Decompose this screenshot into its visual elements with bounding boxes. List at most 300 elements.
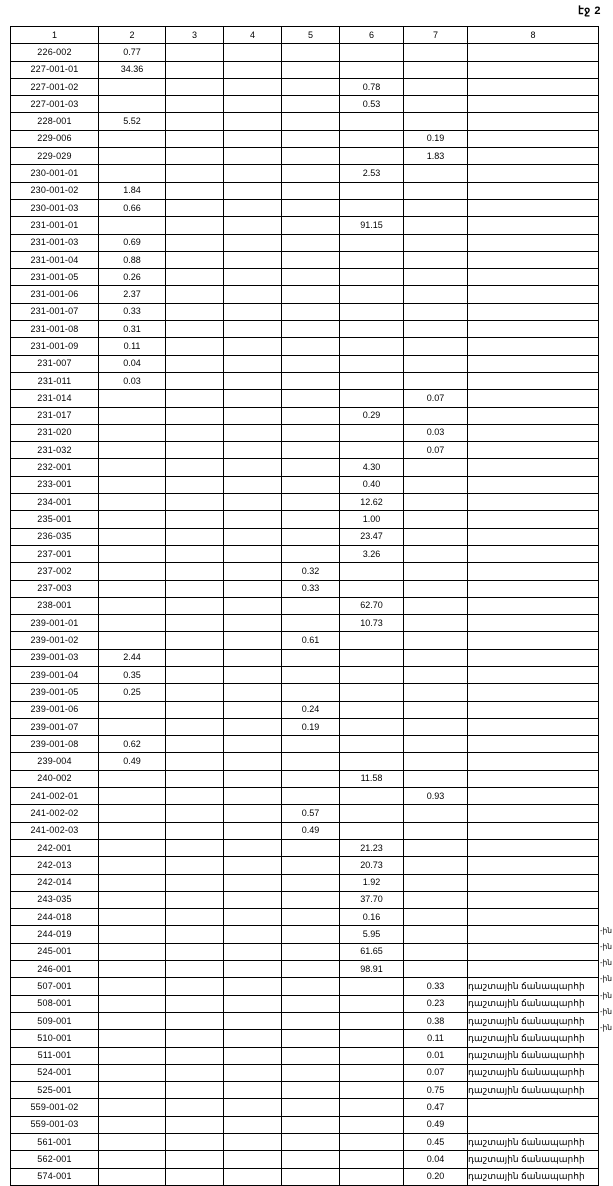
table-row	[11, 597, 599, 614]
cell-value-col5	[282, 165, 340, 182]
cell-value-col5	[282, 78, 340, 95]
cell-value-col2	[99, 1151, 166, 1168]
cell-value-col3	[166, 891, 224, 908]
cell-description	[468, 476, 599, 493]
cell-value-col7: 0.23	[404, 995, 468, 1012]
cell-parcel-code: 239-001-07	[11, 718, 99, 735]
cell-value-col6: 23.47	[340, 528, 404, 545]
table-row	[11, 494, 599, 511]
row-side-note: -ին	[600, 925, 613, 935]
cell-description: դաշտային ճանապարհի	[468, 1082, 599, 1099]
cell-value-col6	[340, 805, 404, 822]
cell-value-col2	[99, 511, 166, 528]
table-row	[11, 1030, 599, 1047]
cell-value-col6	[340, 321, 404, 338]
cell-value-col5	[282, 1168, 340, 1185]
cell-value-col3	[166, 701, 224, 718]
cell-value-col3	[166, 1082, 224, 1099]
cell-parcel-code: 230-001-02	[11, 182, 99, 199]
cell-description	[468, 286, 599, 303]
table-row	[11, 61, 599, 78]
cell-value-col2	[99, 1168, 166, 1185]
cell-value-col4	[224, 961, 282, 978]
column-header-8: 8	[468, 27, 599, 44]
table-row	[11, 995, 599, 1012]
table-row	[11, 770, 599, 787]
cell-value-col5	[282, 926, 340, 943]
cell-value-col2	[99, 217, 166, 234]
cell-value-col3	[166, 424, 224, 441]
column-header-2: 2	[99, 27, 166, 44]
cell-value-col4	[224, 96, 282, 113]
cell-value-col4	[224, 217, 282, 234]
cell-value-col5	[282, 148, 340, 165]
cell-value-col3	[166, 148, 224, 165]
cell-description: դաշտային ճանապարհի	[468, 1012, 599, 1029]
cell-value-col2	[99, 770, 166, 787]
cell-value-col4	[224, 857, 282, 874]
cell-value-col7	[404, 286, 468, 303]
page-number-label: էջ 2	[578, 5, 601, 17]
cell-parcel-code: 244-018	[11, 909, 99, 926]
cell-value-col4	[224, 199, 282, 216]
table-row	[11, 822, 599, 839]
cell-value-col6	[340, 580, 404, 597]
cell-value-col5	[282, 286, 340, 303]
table-row	[11, 303, 599, 320]
cell-value-col6	[340, 753, 404, 770]
cell-value-col2	[99, 563, 166, 580]
cell-value-col7: 0.04	[404, 1151, 468, 1168]
cell-value-col3	[166, 1116, 224, 1133]
cell-value-col3	[166, 286, 224, 303]
cell-value-col2: 0.04	[99, 355, 166, 372]
table-row	[11, 390, 599, 407]
cell-value-col7	[404, 891, 468, 908]
cell-value-col6: 4.30	[340, 459, 404, 476]
cell-description	[468, 528, 599, 545]
cell-value-col7	[404, 909, 468, 926]
cell-value-col2	[99, 1047, 166, 1064]
table-row	[11, 476, 599, 493]
table-row	[11, 355, 599, 372]
table-row	[11, 130, 599, 147]
table-row	[11, 96, 599, 113]
cell-value-col6	[340, 563, 404, 580]
cell-value-col2	[99, 718, 166, 735]
cell-value-col5	[282, 1064, 340, 1081]
cell-parcel-code: 231-001-08	[11, 321, 99, 338]
cell-value-col3	[166, 632, 224, 649]
table-row	[11, 718, 599, 735]
cell-value-col2: 1.84	[99, 182, 166, 199]
cell-value-col5	[282, 476, 340, 493]
table-row	[11, 286, 599, 303]
cell-value-col5	[282, 511, 340, 528]
cell-value-col4	[224, 1168, 282, 1185]
table-row	[11, 199, 599, 216]
cell-value-col3	[166, 303, 224, 320]
cell-description: դաշտային ճանապարհի	[468, 1168, 599, 1185]
cell-value-col6	[340, 788, 404, 805]
cell-value-col7	[404, 718, 468, 735]
cell-value-col7: 0.11	[404, 1030, 468, 1047]
cell-value-col5	[282, 251, 340, 268]
cell-value-col3	[166, 321, 224, 338]
cell-value-col5	[282, 857, 340, 874]
cell-parcel-code: 524-001	[11, 1064, 99, 1081]
cell-value-col3	[166, 736, 224, 753]
cell-parcel-code: 226-002	[11, 44, 99, 61]
cell-value-col6	[340, 113, 404, 130]
cell-value-col5	[282, 978, 340, 995]
cell-value-col6	[340, 632, 404, 649]
table-row	[11, 511, 599, 528]
cell-value-col3	[166, 1134, 224, 1151]
cell-value-col5	[282, 995, 340, 1012]
cell-value-col7: 0.75	[404, 1082, 468, 1099]
cell-parcel-code: 231-011	[11, 372, 99, 389]
cell-value-col5	[282, 407, 340, 424]
cell-parcel-code: 238-001	[11, 597, 99, 614]
table-row	[11, 545, 599, 562]
data-table-container	[10, 26, 598, 1186]
cell-value-col5	[282, 217, 340, 234]
cell-parcel-code: 562-001	[11, 1151, 99, 1168]
cell-value-col4	[224, 926, 282, 943]
cell-description	[468, 511, 599, 528]
cell-description	[468, 874, 599, 891]
cell-description	[468, 770, 599, 787]
cell-value-col4	[224, 563, 282, 580]
cell-value-col5	[282, 182, 340, 199]
cell-value-col2: 0.25	[99, 684, 166, 701]
cell-value-col2	[99, 459, 166, 476]
cell-parcel-code: 231-032	[11, 442, 99, 459]
cell-value-col2	[99, 78, 166, 95]
cell-value-col6	[340, 130, 404, 147]
cell-parcel-code: 227-001-02	[11, 78, 99, 95]
cell-value-col2: 0.26	[99, 269, 166, 286]
cell-value-col7	[404, 961, 468, 978]
cell-description	[468, 442, 599, 459]
cell-value-col3	[166, 1151, 224, 1168]
cell-description: դաշտային ճանապարհի	[468, 995, 599, 1012]
cell-value-col7	[404, 649, 468, 666]
cell-description	[468, 839, 599, 856]
cell-value-col6: 20.73	[340, 857, 404, 874]
cell-value-col7	[404, 321, 468, 338]
cell-value-col6: 0.16	[340, 909, 404, 926]
cell-value-col5	[282, 1134, 340, 1151]
cell-value-col3	[166, 978, 224, 995]
cell-value-col2: 2.44	[99, 649, 166, 666]
cell-value-col3	[166, 61, 224, 78]
cell-parcel-code: 231-001-09	[11, 338, 99, 355]
cell-value-col5	[282, 753, 340, 770]
cell-value-col2	[99, 545, 166, 562]
cell-value-col3	[166, 459, 224, 476]
cell-value-col5	[282, 199, 340, 216]
cell-value-col7	[404, 580, 468, 597]
cell-value-col5	[282, 615, 340, 632]
cell-parcel-code: 231-001-07	[11, 303, 99, 320]
cell-value-col5	[282, 839, 340, 856]
cell-value-col6: 61.65	[340, 943, 404, 960]
cell-description	[468, 822, 599, 839]
cell-parcel-code: 231-017	[11, 407, 99, 424]
cell-parcel-code: 559-001-03	[11, 1116, 99, 1133]
cell-value-col4	[224, 822, 282, 839]
cell-value-col6	[340, 1030, 404, 1047]
cell-value-col7	[404, 926, 468, 943]
cell-value-col7: 0.07	[404, 442, 468, 459]
cell-value-col6	[340, 1116, 404, 1133]
row-side-note: -ին	[600, 974, 613, 984]
cell-value-col7	[404, 632, 468, 649]
table-row	[11, 459, 599, 476]
cell-value-col4	[224, 269, 282, 286]
table-row	[11, 1064, 599, 1081]
cell-description	[468, 909, 599, 926]
cell-value-col4	[224, 874, 282, 891]
cell-value-col3	[166, 44, 224, 61]
cell-value-col7	[404, 251, 468, 268]
row-side-note: -ին	[600, 1007, 613, 1016]
cell-value-col4	[224, 528, 282, 545]
row-side-note: -ին	[600, 958, 613, 968]
cell-description	[468, 96, 599, 113]
cell-description	[468, 459, 599, 476]
cell-value-col7	[404, 217, 468, 234]
cell-parcel-code: 231-014	[11, 390, 99, 407]
table-row	[11, 442, 599, 459]
cell-description	[468, 545, 599, 562]
cell-value-col2: 0.88	[99, 251, 166, 268]
cell-value-col4	[224, 511, 282, 528]
cell-value-col4	[224, 113, 282, 130]
table-row	[11, 44, 599, 61]
cell-value-col6	[340, 148, 404, 165]
cell-description	[468, 199, 599, 216]
cell-parcel-code: 234-001	[11, 494, 99, 511]
cell-value-col7	[404, 372, 468, 389]
cell-value-col5	[282, 1151, 340, 1168]
cell-value-col4	[224, 1047, 282, 1064]
cell-value-col5	[282, 874, 340, 891]
cell-value-col4	[224, 615, 282, 632]
cell-description	[468, 857, 599, 874]
table-row	[11, 580, 599, 597]
cell-value-col5	[282, 788, 340, 805]
cell-description	[468, 494, 599, 511]
cell-description	[468, 597, 599, 614]
cell-value-col6	[340, 1168, 404, 1185]
cell-value-col5	[282, 303, 340, 320]
table-header-row	[11, 27, 599, 44]
table-row	[11, 1047, 599, 1064]
cell-value-col6: 11.58	[340, 770, 404, 787]
cell-value-col2	[99, 978, 166, 995]
cell-value-col3	[166, 545, 224, 562]
cell-description	[468, 251, 599, 268]
cell-value-col6	[340, 701, 404, 718]
cell-value-col4	[224, 182, 282, 199]
cell-value-col3	[166, 217, 224, 234]
cell-value-col3	[166, 78, 224, 95]
cell-description	[468, 269, 599, 286]
cell-value-col3	[166, 788, 224, 805]
column-header-3: 3	[166, 27, 224, 44]
cell-parcel-code: 229-029	[11, 148, 99, 165]
cell-value-col7: 0.03	[404, 424, 468, 441]
cell-value-col7	[404, 44, 468, 61]
cell-value-col5	[282, 390, 340, 407]
cell-description	[468, 632, 599, 649]
cell-value-col7	[404, 597, 468, 614]
cell-value-col2: 0.69	[99, 234, 166, 251]
cell-value-col5	[282, 1116, 340, 1133]
cell-description	[468, 788, 599, 805]
cell-value-col4	[224, 355, 282, 372]
cell-value-col4	[224, 788, 282, 805]
cell-value-col2: 0.33	[99, 303, 166, 320]
cell-value-col6: 2.53	[340, 165, 404, 182]
cell-description	[468, 355, 599, 372]
cell-description	[468, 44, 599, 61]
cell-value-col3	[166, 130, 224, 147]
cell-value-col5	[282, 666, 340, 683]
cell-parcel-code: 511-001	[11, 1047, 99, 1064]
cell-description	[468, 1116, 599, 1133]
cell-value-col7: 0.20	[404, 1168, 468, 1185]
cell-value-col6	[340, 182, 404, 199]
table-row	[11, 701, 599, 718]
cell-value-col2	[99, 1134, 166, 1151]
cell-parcel-code: 239-001-06	[11, 701, 99, 718]
cell-value-col7	[404, 701, 468, 718]
cell-value-col4	[224, 839, 282, 856]
cell-value-col4	[224, 494, 282, 511]
cell-value-col5	[282, 113, 340, 130]
cell-parcel-code: 239-001-03	[11, 649, 99, 666]
cell-description: դաշտային ճանապարհի	[468, 1064, 599, 1081]
cell-value-col3	[166, 182, 224, 199]
cell-value-col7	[404, 736, 468, 753]
cell-description: դաշտային ճանապարհի	[468, 1030, 599, 1047]
table-row	[11, 943, 599, 960]
cell-value-col6	[340, 355, 404, 372]
cell-value-col5	[282, 770, 340, 787]
cell-value-col5	[282, 234, 340, 251]
cell-value-col3	[166, 269, 224, 286]
cell-value-col5: 0.61	[282, 632, 340, 649]
cell-description	[468, 113, 599, 130]
table-row	[11, 372, 599, 389]
cell-value-col2	[99, 1082, 166, 1099]
cell-value-col4	[224, 632, 282, 649]
cell-value-col4	[224, 1064, 282, 1081]
cell-description	[468, 649, 599, 666]
cell-description	[468, 321, 599, 338]
table-row	[11, 1099, 599, 1116]
cell-description	[468, 615, 599, 632]
cell-parcel-code: 507-001	[11, 978, 99, 995]
cell-value-col5	[282, 130, 340, 147]
cell-value-col4	[224, 1151, 282, 1168]
table-row	[11, 839, 599, 856]
cell-value-col2	[99, 528, 166, 545]
column-header-7: 7	[404, 27, 468, 44]
table-row	[11, 649, 599, 666]
table-row	[11, 251, 599, 268]
cell-value-col6	[340, 1134, 404, 1151]
table-row	[11, 753, 599, 770]
column-header-4: 4	[224, 27, 282, 44]
cell-description	[468, 182, 599, 199]
cell-description	[468, 424, 599, 441]
cell-description: դաշտային ճանապարհի	[468, 1134, 599, 1151]
column-header-6: 6	[340, 27, 404, 44]
cell-parcel-code: 241-002-02	[11, 805, 99, 822]
cell-value-col4	[224, 234, 282, 251]
cell-value-col7	[404, 234, 468, 251]
cell-parcel-code: 232-001	[11, 459, 99, 476]
cell-description	[468, 943, 599, 960]
cell-parcel-code: 510-001	[11, 1030, 99, 1047]
cell-value-col7: 0.38	[404, 1012, 468, 1029]
table-row	[11, 1168, 599, 1185]
cell-value-col7: 0.93	[404, 788, 468, 805]
cell-parcel-code: 245-001	[11, 943, 99, 960]
cell-parcel-code: 227-001-01	[11, 61, 99, 78]
cell-value-col6	[340, 372, 404, 389]
cell-value-col4	[224, 165, 282, 182]
cell-value-col4	[224, 130, 282, 147]
cell-parcel-code: 239-001-02	[11, 632, 99, 649]
table-row	[11, 407, 599, 424]
cell-parcel-code: 237-003	[11, 580, 99, 597]
table-row	[11, 788, 599, 805]
cell-value-col4	[224, 995, 282, 1012]
cell-description	[468, 338, 599, 355]
cell-value-col5	[282, 321, 340, 338]
cell-value-col5	[282, 459, 340, 476]
cell-value-col7	[404, 511, 468, 528]
cell-value-col4	[224, 1030, 282, 1047]
cell-value-col7	[404, 113, 468, 130]
table-row	[11, 217, 599, 234]
cell-parcel-code: 235-001	[11, 511, 99, 528]
cell-value-col2	[99, 1012, 166, 1029]
cell-parcel-code: 239-004	[11, 753, 99, 770]
row-side-note: -ին	[600, 990, 613, 1000]
cell-value-col2	[99, 909, 166, 926]
cell-value-col2	[99, 891, 166, 908]
cell-value-col7	[404, 753, 468, 770]
table-row	[11, 1116, 599, 1133]
cell-value-col5	[282, 1099, 340, 1116]
cell-value-col4	[224, 286, 282, 303]
cell-value-col4	[224, 407, 282, 424]
table-row	[11, 182, 599, 199]
cell-value-col6	[340, 1047, 404, 1064]
cell-value-col7	[404, 874, 468, 891]
cell-value-col3	[166, 96, 224, 113]
cell-value-col3	[166, 874, 224, 891]
cell-value-col5	[282, 61, 340, 78]
cell-value-col6: 37.70	[340, 891, 404, 908]
